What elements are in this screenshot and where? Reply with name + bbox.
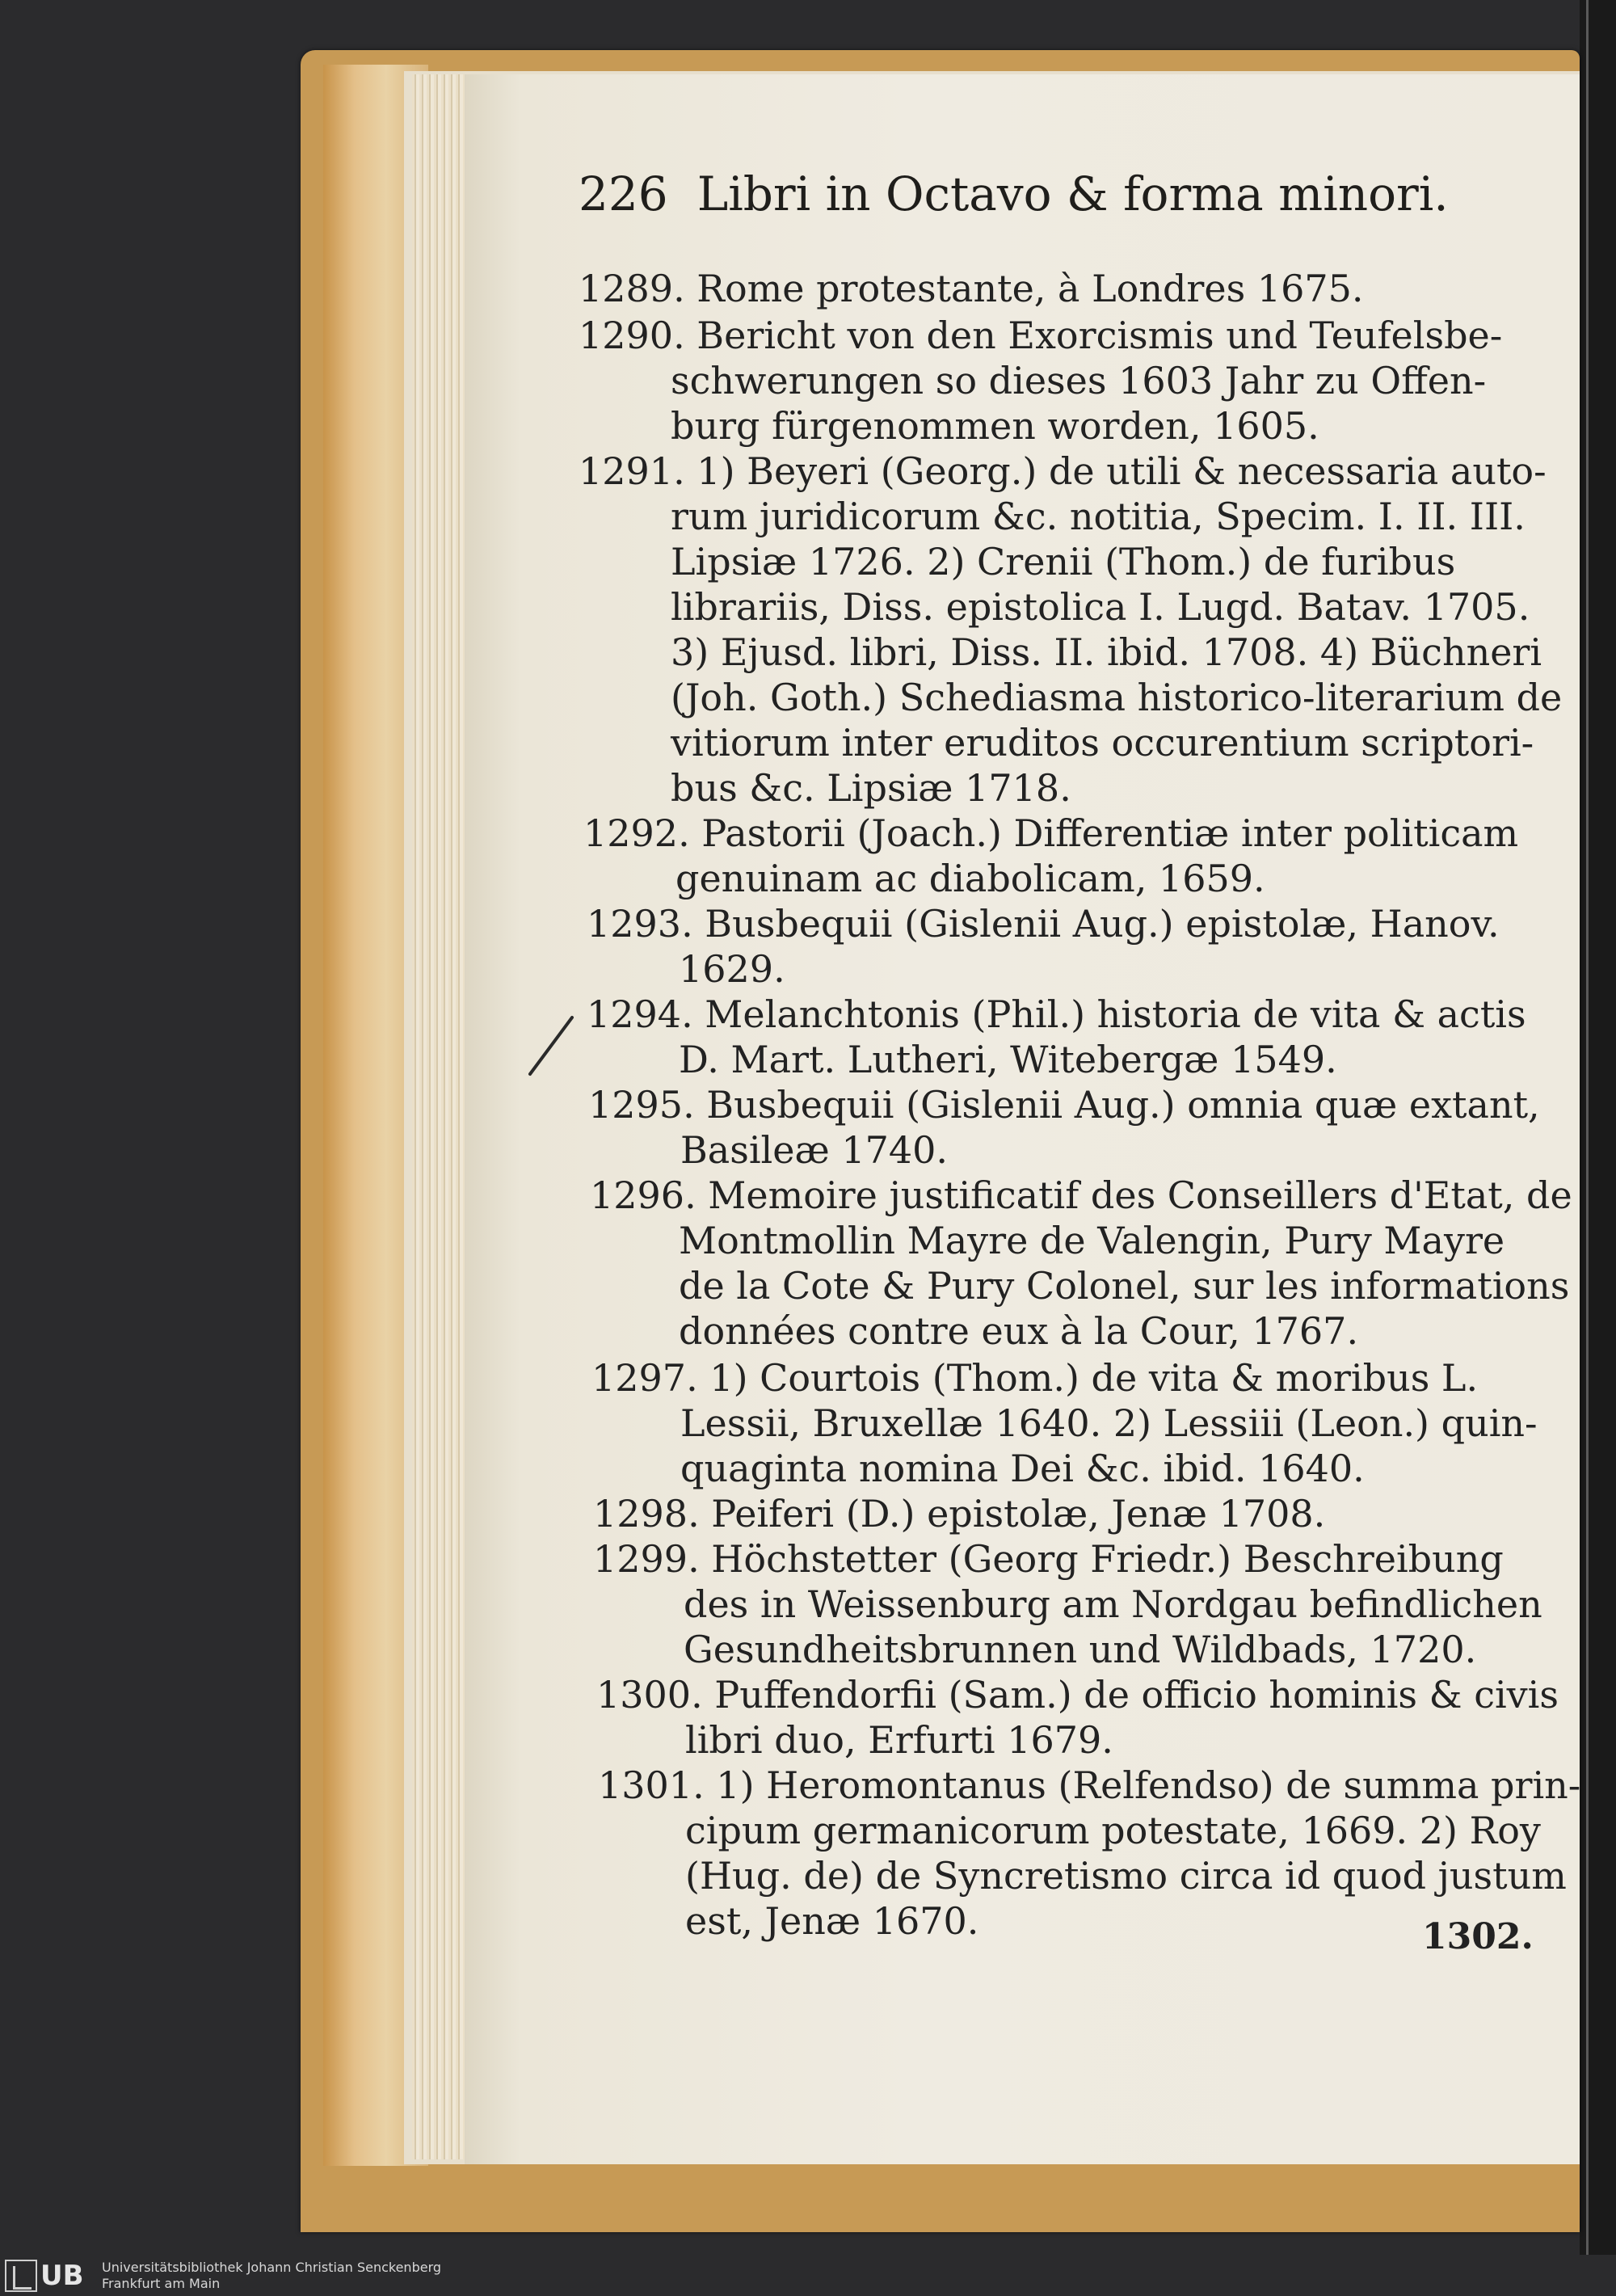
text-line: burg fürgenommen worden, 1605.: [671, 404, 1319, 448]
text-line: de la Cote & Pury Colonel, sur les informations: [679, 1264, 1570, 1308]
institution-city: Frankfurt am Main: [102, 2276, 221, 2291]
logo-text: UB: [40, 2260, 84, 2292]
background-edge: [1580, 0, 1616, 2296]
text-line: 1298. Peiferi (D.) epistolæ, Jenæ 1708.: [593, 1492, 1326, 1536]
text-line: cipum germanicorum potestate, 1669. 2) Roy: [685, 1809, 1541, 1852]
text-line: librariis, Diss. epistolica I. Lugd. Batav. 1705.: [671, 585, 1530, 629]
pen-mark-icon: [525, 1014, 575, 1079]
library-logo: [5, 2259, 92, 2293]
text-line: libri duo, Erfurti 1679.: [685, 1718, 1113, 1762]
text-line: schwerungen so dieses 1603 Jahr zu Offen-: [671, 359, 1487, 402]
text-line: vitiorum inter eruditos occurentium scriptori-: [671, 721, 1534, 765]
text-line: 1291. 1) Beyeri (Georg.) de utili & necessaria auto-: [579, 449, 1547, 493]
text-line: 1300. Puffendorfii (Sam.) de officio hominis & civis: [596, 1673, 1559, 1717]
text-line: (Hug. de) de Syncretismo circa id quod justum: [685, 1854, 1567, 1898]
institution-name: Universitätsbibliothek Johann Christian Senckenberg: [102, 2260, 442, 2275]
text-line: 1297. 1) Courtois (Thom.) de vita & moribus L.: [591, 1356, 1479, 1400]
page-leaves: [412, 74, 469, 2159]
text-line: est, Jenæ 1670.: [685, 1899, 979, 1943]
text-line: D. Mart. Lutheri, Witebergæ 1549.: [679, 1038, 1337, 1081]
text-line: genuinam ac diabolicam, 1659.: [675, 857, 1265, 900]
text-line: 1299. Höchstetter (Georg Friedr.) Beschreibung: [593, 1537, 1504, 1581]
text-line: (Joh. Goth.) Schediasma historico-literarium de: [671, 676, 1563, 719]
text-line: 1294. Melanchtonis (Phil.) historia de vita & actis: [587, 992, 1526, 1036]
text-line: 1290. Bericht von den Exorcismis und Teufelsbe-: [579, 314, 1503, 357]
text-line: Basileæ 1740.: [680, 1128, 949, 1172]
text-line: 1289. Rome protestante, à Londres 1675.: [579, 267, 1364, 310]
text-line: des in Weissenburg am Nordgau befindlichen: [684, 1582, 1542, 1626]
page-header: [579, 166, 1449, 222]
text-line: 1629.: [679, 947, 785, 991]
page-number: 226: [579, 166, 668, 221]
library-credit: [102, 2260, 441, 2292]
text-line: 1296. Memoire justificatif des Conseillers d'Etat, de: [590, 1173, 1572, 1217]
text-line: 1295. Busbequii (Gislenii Aug.) omnia quæ extant,: [588, 1083, 1540, 1127]
text-line: quaginta nomina Dei &c. ibid. 1640.: [680, 1447, 1365, 1490]
text-line: Lipsiæ 1726. 2) Crenii (Thom.) de furibus: [671, 540, 1456, 583]
text-line: 1301. 1) Heromontanus (Relfendso) de summa prin-: [598, 1763, 1581, 1807]
library-logo-icon: [5, 2260, 37, 2292]
text-line: 1292. Pastorii (Joach.) Differentiæ inter politicam: [583, 811, 1519, 855]
text-line: Montmollin Mayre de Valengin, Pury Mayre: [679, 1219, 1505, 1262]
catchword: 1302.: [1422, 1916, 1534, 1957]
text-line: rum juridicorum &c. notitia, Specim. I. II. III.: [671, 495, 1526, 538]
text-line: données contre eux à la Cour, 1767.: [679, 1309, 1359, 1353]
text-line: 1293. Busbequii (Gislenii Aug.) epistolæ, Hanov.: [587, 902, 1500, 946]
text-line: Lessii, Bruxellæ 1640. 2) Lessiii (Leon.) quin-: [680, 1401, 1538, 1445]
text-line: bus &c. Lipsiæ 1718.: [671, 766, 1071, 810]
text-line: 3) Ejusd. libri, Diss. II. ibid. 1708. 4) Büchneri: [671, 630, 1542, 674]
text-line: Gesundheitsbrunnen und Wildbads, 1720.: [684, 1628, 1477, 1671]
page-title: Libri in Octavo & forma minori.: [696, 166, 1449, 221]
